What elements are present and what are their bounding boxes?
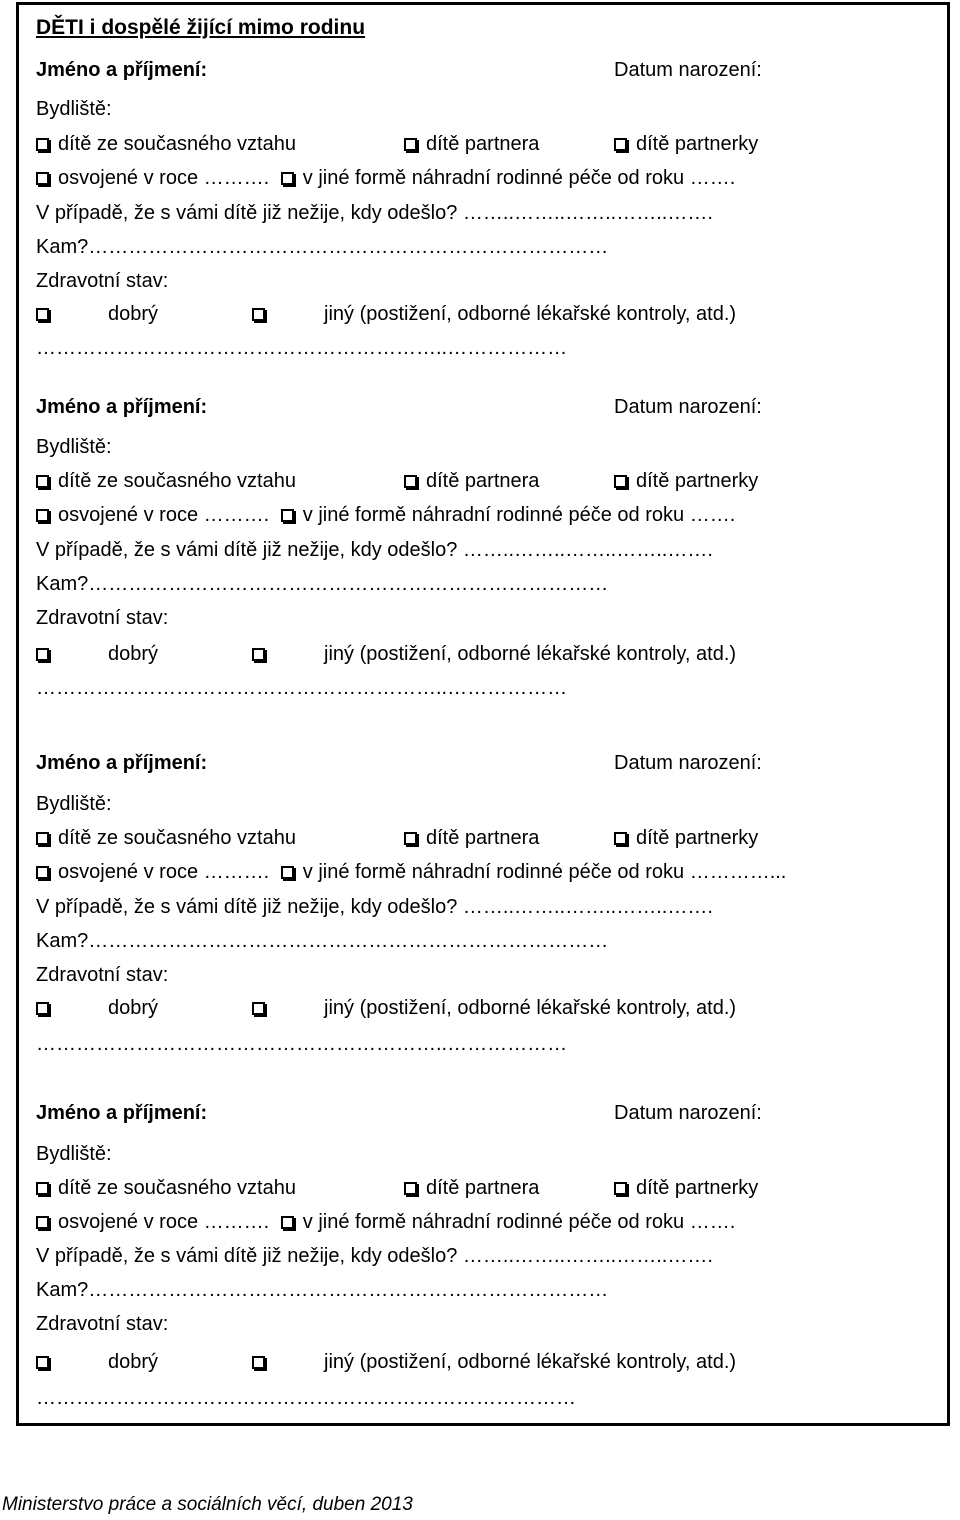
where-row: Kam?…………………………………………………………………… <box>36 1279 609 1301</box>
good-label: dobrý <box>108 997 159 1019</box>
footer-note: Ministerstvo práce a sociálních věcí, duben 2013 <box>2 1494 413 1515</box>
where-field[interactable]: …………………………………………………………………… <box>88 1279 609 1301</box>
left-field[interactable]: ……..……..……..……..……. <box>462 539 713 561</box>
adoption-row: osvojené v roce ………. v jiné formě náhradní rodinné péče od roku ……. <box>36 166 735 190</box>
good-label: dobrý <box>108 1351 159 1373</box>
left-row: V případě, že s vámi dítě již nežije, kdy odešlo? ……..……..……..……..……. <box>36 1245 713 1267</box>
checkbox-current-relationship[interactable] <box>36 138 49 151</box>
where-field[interactable]: …………………………………………………………………… <box>88 930 609 952</box>
name-label: Jméno a příjmení: <box>36 752 208 774</box>
other-label: jiný (postižení, odborné lékařské kontroly, atd.) <box>324 997 737 1019</box>
left-row: V případě, že s vámi dítě již nežije, kdy odešlo? ……..……..……..……..……. <box>36 539 713 561</box>
health-good <box>36 302 58 326</box>
relation-row: dítě ze současného vztahu <box>36 826 296 850</box>
health-other <box>252 1350 274 1374</box>
health-other <box>252 302 274 326</box>
other-field[interactable]: ……………………………………………………..……………… <box>36 1033 568 1055</box>
adoption-row: osvojené v roce ………. v jiné formě náhradní rodinné péče od roku ……. <box>36 503 735 527</box>
name-label: Jméno a příjmení: <box>36 59 208 81</box>
left-field[interactable]: ……..……..……..……..……. <box>462 202 713 224</box>
checkbox-health-good[interactable] <box>36 648 49 661</box>
residence-label: Bydliště: <box>36 98 112 120</box>
checkbox-health-good[interactable] <box>36 308 49 321</box>
health-label: Zdravotní stav: <box>36 964 169 986</box>
where-row: Kam?…………………………………………………………………… <box>36 930 609 952</box>
adopted-year-field[interactable]: ………. <box>203 861 270 883</box>
where-field[interactable]: …………………………………………………………………… <box>88 236 609 258</box>
birth-label: Datum narození: <box>614 396 762 418</box>
checkbox-health-other[interactable] <box>252 648 265 661</box>
adoption-row: osvojené v roce ………. v jiné formě náhradní rodinné péče od roku …………... <box>36 860 786 884</box>
health-other <box>252 642 274 666</box>
checkbox-foster[interactable] <box>281 172 294 185</box>
checkbox-health-other[interactable] <box>252 1002 265 1015</box>
opt-partner-f: dítě partnerky <box>614 826 758 850</box>
checkbox-partner-f[interactable] <box>614 475 627 488</box>
left-field[interactable]: ……..……..……..……..……. <box>462 896 713 918</box>
health-label: Zdravotní stav: <box>36 270 169 292</box>
foster-year-field[interactable]: ……. <box>689 167 736 189</box>
other-label: jiný (postižení, odborné lékařské kontroly, atd.) <box>324 303 737 325</box>
opt-partner-m: dítě partnera <box>404 826 539 850</box>
adoption-row: osvojené v roce ………. v jiné formě náhradní rodinné péče od roku ……. <box>36 1210 735 1234</box>
checkbox-health-good[interactable] <box>36 1002 49 1015</box>
checkbox-partner-f[interactable] <box>614 138 627 151</box>
health-label: Zdravotní stav: <box>36 607 169 629</box>
checkbox-health-other[interactable] <box>252 1356 265 1369</box>
health-label: Zdravotní stav: <box>36 1313 169 1335</box>
residence-label: Bydliště: <box>36 1143 112 1165</box>
checkbox-current-relationship[interactable] <box>36 832 49 845</box>
checkbox-health-other[interactable] <box>252 308 265 321</box>
checkbox-adopted[interactable] <box>36 1216 49 1229</box>
foster-year-field[interactable]: …………... <box>689 861 787 883</box>
opt-partner-m: dítě partnera <box>404 1176 539 1200</box>
checkbox-foster[interactable] <box>281 866 294 879</box>
birth-label: Datum narození: <box>614 752 762 774</box>
relation-row <box>36 132 296 156</box>
checkbox-health-good[interactable] <box>36 1356 49 1369</box>
opt-partner-m: dítě partnera <box>404 132 539 156</box>
opt-current-label: dítě ze současného vztahu <box>58 133 296 155</box>
checkbox-foster[interactable] <box>281 1216 294 1229</box>
left-row: V případě, že s vámi dítě již nežije, kdy odešlo? ……..……..……..……..……. <box>36 896 713 918</box>
opt-partner-f: dítě partnerky <box>614 1176 758 1200</box>
checkbox-adopted[interactable] <box>36 509 49 522</box>
where-row: Kam?…………………………………………………………………… <box>36 236 609 258</box>
health-good <box>36 642 58 666</box>
other-label: jiný (postižení, odborné lékařské kontroly, atd.) <box>324 643 737 665</box>
opt-partner-m: dítě partnera <box>404 469 539 493</box>
foster-year-field[interactable]: ……. <box>689 1211 736 1233</box>
checkbox-current-relationship[interactable] <box>36 475 49 488</box>
left-field[interactable]: ……..……..……..……..……. <box>462 1245 713 1267</box>
adopted-year-field[interactable]: ………. <box>203 1211 270 1233</box>
birth-label: Datum narození: <box>614 1102 762 1124</box>
residence-label: Bydliště: <box>36 436 112 458</box>
checkbox-partner-m[interactable] <box>404 138 417 151</box>
checkbox-current-relationship[interactable] <box>36 1182 49 1195</box>
other-field[interactable]: ……………………………………………………..……………… <box>36 677 568 699</box>
opt-partner-f: dítě partnerky <box>614 469 758 493</box>
health-good <box>36 996 58 1020</box>
other-field[interactable]: ……………………………………………………..……………… <box>36 337 568 359</box>
other-label: jiný (postižení, odborné lékařské kontroly, atd.) <box>324 1351 737 1373</box>
residence-label: Bydliště: <box>36 793 112 815</box>
other-field[interactable]: ……………………………………………………………………… <box>36 1387 576 1409</box>
health-good <box>36 1350 58 1374</box>
checkbox-adopted[interactable] <box>36 172 49 185</box>
good-label: dobrý <box>108 643 159 665</box>
relation-row: dítě ze současného vztahu <box>36 1176 296 1200</box>
health-other <box>252 996 274 1020</box>
birth-label: Datum narození: <box>614 59 762 81</box>
checkbox-partner-m[interactable] <box>404 832 417 845</box>
opt-partner-f: dítě partnerky <box>614 132 758 156</box>
checkbox-partner-f[interactable] <box>614 1182 627 1195</box>
checkbox-adopted[interactable] <box>36 866 49 879</box>
checkbox-partner-m[interactable] <box>404 1182 417 1195</box>
checkbox-partner-f[interactable] <box>614 832 627 845</box>
good-label: dobrý <box>108 303 159 325</box>
where-row: Kam?…………………………………………………………………… <box>36 573 609 595</box>
checkbox-partner-m[interactable] <box>404 475 417 488</box>
relation-row: dítě ze současného vztahu <box>36 469 296 493</box>
left-row: V případě, že s vámi dítě již nežije, kdy odešlo? ……..……..……..……..……. <box>36 202 713 224</box>
foster-year-field[interactable]: ……. <box>689 504 736 526</box>
name-label: Jméno a příjmení: <box>36 396 208 418</box>
adopted-year-field[interactable]: ………. <box>203 504 270 526</box>
adopted-year-field[interactable]: ………. <box>203 167 270 189</box>
where-field[interactable]: …………………………………………………………………… <box>88 573 609 595</box>
form-title: DĚTI i dospělé žijící mimo rodinu <box>36 16 366 39</box>
checkbox-foster[interactable] <box>281 509 294 522</box>
name-label: Jméno a příjmení: <box>36 1102 208 1124</box>
